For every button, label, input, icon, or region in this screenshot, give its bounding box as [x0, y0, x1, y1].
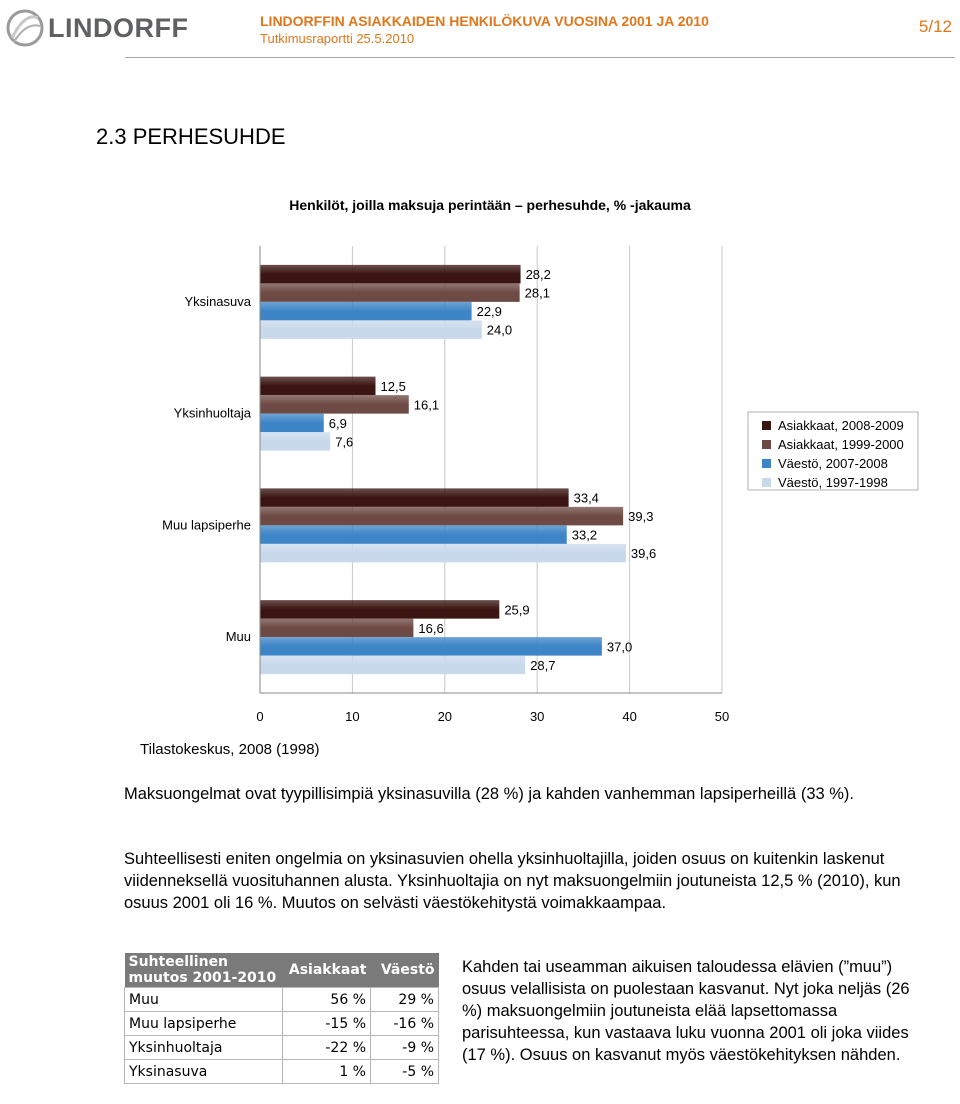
- bar: [260, 507, 623, 526]
- bar-value-label: 28,1: [524, 285, 550, 301]
- bar-value-label: 39,3: [628, 509, 654, 525]
- table-header-row: [125, 953, 439, 988]
- bar: [260, 637, 602, 656]
- bar-value-label: 25,9: [504, 602, 530, 618]
- document-subtitle: Tutkimusraportti 25.5.2010: [260, 31, 415, 46]
- x-tick-label: 10: [345, 709, 360, 724]
- bar-value-label: 24,0: [486, 322, 513, 338]
- header-divider: [125, 57, 955, 58]
- bar-value-label: 28,7: [530, 657, 556, 673]
- population-change: -5 %: [371, 1060, 439, 1084]
- header-cell-category: Suhteellinen muutos 2001-2010: [125, 953, 283, 988]
- table-row: [125, 1060, 439, 1084]
- category-label: Muu lapsiperhe: [162, 517, 251, 533]
- family-status-bar-chart: [120, 180, 930, 730]
- x-tick-label: 20: [437, 709, 453, 724]
- bar: [260, 432, 330, 451]
- customers-change: 1 %: [283, 1060, 371, 1084]
- category-label: Yksinasuva: [184, 293, 251, 309]
- bar: [260, 395, 409, 414]
- table-row: [125, 1036, 439, 1060]
- bar-value-label: 28,2: [525, 267, 551, 283]
- header-cell-customers: Asiakkaat: [283, 953, 371, 988]
- customers-change: -22 %: [283, 1036, 371, 1060]
- category-label: Muu: [225, 629, 251, 645]
- lindorff-logo: [6, 6, 188, 50]
- bar: [260, 600, 499, 619]
- document-title: LINDORFFIN ASIAKKAIDEN HENKILÖKUVA VUOSINA 2001 JA 2010: [260, 13, 709, 29]
- x-tick-label: 30: [529, 709, 545, 724]
- bar: [260, 414, 324, 433]
- logo-text: LINDORFF: [48, 12, 189, 43]
- x-tick-label: 40: [622, 709, 637, 724]
- bar-value-label: 33,2: [571, 527, 598, 543]
- header-cell-population: Väestö: [371, 953, 439, 988]
- category-label: Yksinhuoltaja: [173, 405, 251, 421]
- population-change: 29 %: [371, 988, 439, 1012]
- legend-entry: Väestö, 2007-2008: [778, 456, 888, 471]
- bar-value-label: 12,5: [380, 378, 406, 394]
- customers-change: -15 %: [283, 1012, 371, 1036]
- bar: [260, 265, 521, 284]
- x-tick-label: 50: [714, 709, 730, 724]
- section-title: 2.3 PERHESUHDE: [96, 124, 286, 149]
- bar-value-label: 16,1: [413, 397, 440, 413]
- table-row: [125, 988, 439, 1012]
- lindorff-emblem-icon: [6, 8, 44, 48]
- bar-value-label: 33,4: [573, 490, 599, 506]
- page-header: [0, 0, 960, 58]
- bar-value-label: 22,9: [476, 304, 502, 320]
- bar: [260, 656, 525, 675]
- bar: [260, 283, 520, 302]
- bar-value-label: 7,6: [335, 434, 354, 450]
- legend-swatch: [762, 440, 771, 449]
- legend-swatch: [762, 459, 771, 468]
- paragraph-1: Maksuongelmat ovat tyypillisimpiä yksinasuvilla (28 %) ja kahden vanhemman lapsiperheillä (33 %).: [124, 785, 855, 803]
- chart-title: Henkilöt, joilla maksuja perintään – perhesuhde, % -jakauma: [289, 197, 691, 213]
- source-note: Tilastokeskus, 2008 (1998): [140, 741, 320, 758]
- legend-swatch: [762, 421, 771, 430]
- paragraph-2: Suhteellisesti eniten ongelmia on yksinasuvien ohella yksinhuoltajilla, joiden osuus on kuitenkin laskenut viidenneksellä vuosituhannen alusta. Yksinhuoltajia on nyt maksuongelmiin joutuneista 12,5 % (2010), kun osuus 2001 oli 16 %. Muutos on selvästi väestökehitystä voimakkaampaa.: [124, 850, 901, 912]
- paragraph-3: Kahden tai useamman aikuisen taloudessa elävien (”muu”) osuus velallisista on puolestaan kasvanut. Nyt joka neljäs (26 %) maksuongelmiin joutuneista elää lapsettomassa parisuhteessa, kun vastaava luku vuonna 2001 oli joka viides (17 %). Osuus on kasvanut myös väestökehityksen nähden.: [462, 958, 910, 1064]
- row-label: Muu lapsiperhe: [125, 1012, 283, 1036]
- bar: [260, 320, 482, 339]
- x-tick-label: 0: [256, 709, 264, 724]
- bar-value-label: 37,0: [606, 639, 633, 655]
- table-row: [125, 1012, 439, 1036]
- legend-entry: Asiakkaat, 1999-2000: [778, 437, 904, 452]
- bar: [260, 619, 413, 638]
- legend-entry: Asiakkaat, 2008-2009: [778, 418, 904, 433]
- bar-value-label: 16,6: [418, 620, 444, 636]
- legend-entry: Väestö, 1997-1998: [778, 475, 888, 490]
- bar: [260, 488, 569, 507]
- bar: [260, 525, 567, 544]
- row-label: Yksinhuoltaja: [125, 1036, 283, 1060]
- population-change: -9 %: [371, 1036, 439, 1060]
- bar-value-label: 39,6: [630, 546, 657, 562]
- row-label: Yksinasuva: [125, 1060, 283, 1084]
- population-change: -16 %: [371, 1012, 439, 1036]
- legend-swatch: [762, 478, 771, 487]
- customers-change: 56 %: [283, 988, 371, 1012]
- bar: [260, 544, 626, 563]
- relative-change-table: [124, 953, 439, 1084]
- page-number: 5/12: [918, 17, 952, 36]
- bar-value-label: 6,9: [328, 415, 347, 431]
- bar: [260, 377, 376, 396]
- bar: [260, 302, 472, 321]
- row-label: Muu: [125, 988, 283, 1012]
